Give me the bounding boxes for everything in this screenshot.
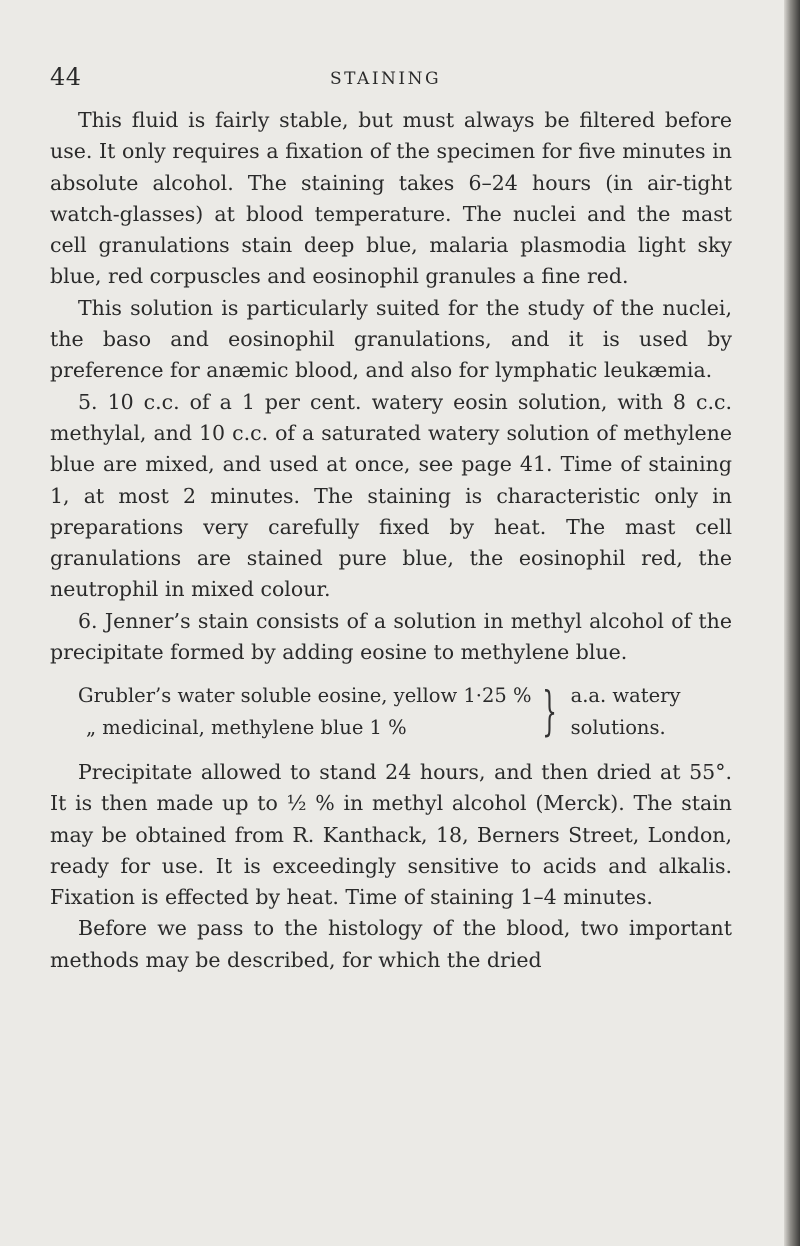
running-head: STAINING [330,69,442,89]
paragraph-histology-intro: Before we pass to the histology of the blood, two important methods may be described, for which the dried [50,916,732,972]
paragraph-precipitate: Precipitate allowed to stand 24 hours, and then dried at 55°. It is then made up to ½ % in methyl alcohol (Merck). The stain may be obtained from R. Kanthack, 18, Berners Street, London, ready for use. It is exceedingly sensitive to acids and alkalis. Fixation is effected by heat. Time of staining 1–4 minutes. [50,759,732,910]
page-header [0,57,780,97]
formula-note-line2: solutions. [570,715,666,739]
formula-note [571,680,681,743]
paragraph-method-6-jenner: 6. Jenner’s stain consists of a solution in methyl alcohol of the precipitate formed by adding eosine to methylene blue. [50,608,732,665]
formula-line-eosine: Grubler’s water soluble eosine, yellow 1·25 % [78,684,532,708]
page-number: 44 [50,63,82,91]
paragraph-fluid-stability: This fluid is fairly stable, but must always be filtered before use. It only requires a fixation of the specimen for five minutes in absolute alcohol. The staining takes 6–24 hours (in air-tight watch-glasses) at blood temperature. The nuclei and the mast cell granulations stain deep blue, malaria plasmodia light sky blue, red corpuscles and eosinophil granules a fine red. [50,108,732,289]
stain-formula [50,680,732,743]
right-brace: } [542,681,558,742]
formula-line-methylene-blue: „ medicinal, methylene blue 1 % [86,715,407,739]
page-edge-shadow [784,0,800,1246]
paragraph-solution-suitability: This solution is particularly suited for the study of the nuclei, the baso and eosinophil granulations, and it is used by preference for anæmic blood, and also for lymphatic leukæmia. [50,295,732,383]
paragraph-method-5: 5. 10 c.c. of a 1 per cent. watery eosin solution, with 8 c.c. methylal, and 10 c.c. of a saturated watery solution of methylene blue are mixed, and used at once, see page 41. Time of staining 1, at most 2 minutes. The staining is characteristic only in preparations very carefully fixed by heat. The mast cell granulations are stained pure blue, the eosinophil red, the neutrophil in mixed colour. [50,389,732,602]
formula-note-line1: a.a. watery [570,684,681,708]
body-text [50,105,732,976]
formula-ingredients [50,680,531,743]
